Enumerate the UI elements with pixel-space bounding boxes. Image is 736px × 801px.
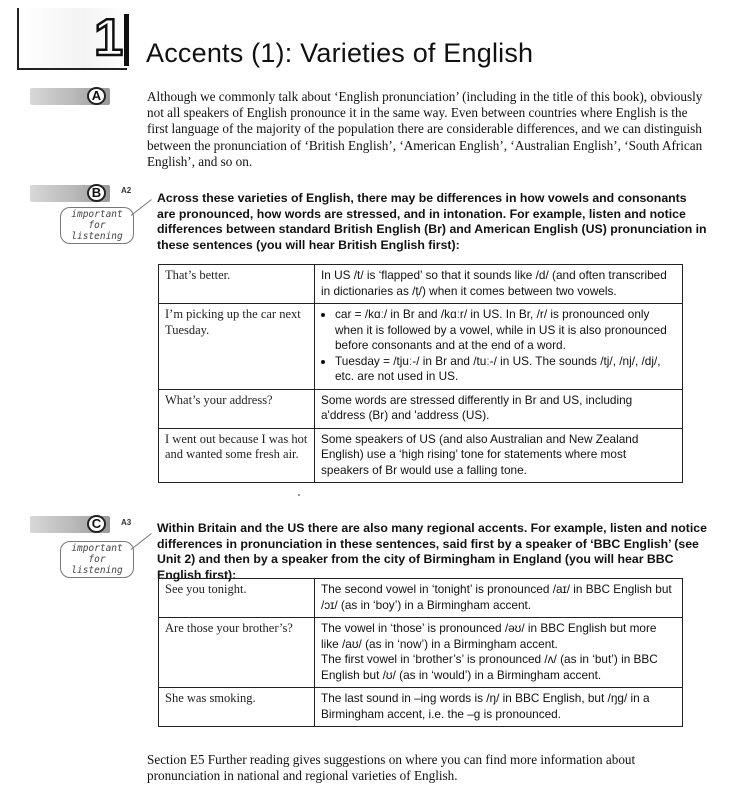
list-item: • Tuesday = /tjuː-/ in Br and /tuː-/ in US. The sounds /tj/, /nj/, /dj/, etc. are not used in US. xyxy=(335,354,676,385)
example-sentence: That’s better. xyxy=(159,265,315,304)
example-sentence: Are those your brother’s? xyxy=(159,618,315,688)
section-a-tab xyxy=(30,88,110,105)
section-a-letter: A xyxy=(87,87,106,105)
section-b-letter: B xyxy=(87,184,106,202)
note-connector-b xyxy=(131,199,152,216)
example-sentence: What’s your address? xyxy=(159,389,315,428)
audio-track-a2: A2 xyxy=(121,186,132,195)
example-explanation xyxy=(315,304,683,390)
important-note-b: important for listening xyxy=(60,207,134,244)
footer-note: Section E5 Further reading gives suggestions on where you can find more information about pronunciation in national and regional varieties of English. xyxy=(147,752,636,784)
bullet-list xyxy=(321,307,676,385)
section-b-table xyxy=(158,264,683,483)
example-sentence: She was smoking. xyxy=(159,688,315,727)
example-explanation: In US /t/ is ‘flapped’ so that it sounds like /d/ (and often transcribed in dictionaries as /ṭ/) when it comes between two vowels. xyxy=(315,265,683,304)
section-c-letter: C xyxy=(87,515,106,533)
explanation-line: The first vowel in ‘brother’s’ is pronounced /ʌ/ (as in ‘but’) in BBC English but /ʊ/ (as in ‘would’) in a Birmingham accent. xyxy=(321,652,658,682)
example-explanation: The last sound in –ing words is /ŋ/ in BBC English, but /ŋg/ in a Birmingham accent, i.e. the –g is pronounced. xyxy=(315,688,683,727)
example-explanation: Some words are stressed differently in Br and US, including a'ddress (Br) and 'address (US). xyxy=(315,389,683,428)
section-b-intro: Across these varieties of English, there may be differences in how vowels and consonants are pronounced, how words are stressed, and in intonation. For example, listen and notice differences between standard British English (Br) and American English (US) pronunciation in these sentences (you will hear British English first): xyxy=(157,191,707,252)
important-note-c: important for listening xyxy=(60,541,134,578)
section-a-text: Although we commonly talk about ‘English pronunciation’ (including in the title of this book), obviously not all speakers of English pronounce it in the same way. Even between countries where English is the first language of the majority of the population there are considerable differences, and we can distinguish between the pronunciation of ‘British English’, ‘American English’, ‘Australian English’, ‘South African English’, and so on. xyxy=(147,89,703,169)
table-row xyxy=(159,428,683,483)
example-explanation: Some speakers of US (and also Australian and New Zealand English) use a ‘high rising’ tone for statements where most speakers of Br would use a falling tone. xyxy=(315,428,683,483)
section-c-intro: Within Britain and the US there are also many regional accents. For example, listen and notice differences in pronunciation in these sentences, said first by a speaker of ‘BBC English’ (see Unit 2) and then by a speaker from the city of Birmingham in England (you will hear BBC English first): xyxy=(157,521,707,582)
page-title: Accents (1): Varieties of English xyxy=(146,38,534,68)
explanation-line: The vowel in ‘those’ is pronounced /əʊ/ in BBC English but more like /aʊ/ (as in ‘now’) in a Birmingham accent. xyxy=(321,621,657,651)
example-explanation: The second vowel in ‘tonight’ is pronounced /aɪ/ in BBC English but /ɔɪ/ (as in ‘boy’) in a Birmingham accent. xyxy=(315,579,683,618)
table-row xyxy=(159,389,683,428)
table-row xyxy=(159,265,683,304)
stray-dot xyxy=(298,494,300,496)
table-row xyxy=(159,304,683,390)
section-c-table xyxy=(158,578,683,727)
list-item: • car = /kɑː/ in Br and /kɑːr/ in US. In Br, /r/ is pronounced only when it is followed by a vowel, while in US it is also pronounced before consonants and at the end of a word. xyxy=(335,307,676,354)
example-sentence: See you tonight. xyxy=(159,579,315,618)
unit-box-bar xyxy=(124,14,129,66)
example-sentence: I’m picking up the car next Tuesday. xyxy=(159,304,315,390)
audio-track-a3: A3 xyxy=(121,518,132,527)
unit-number-box xyxy=(17,8,127,70)
example-sentence: I went out because I was hot and wanted some fresh air. xyxy=(159,428,315,483)
example-explanation xyxy=(315,618,683,688)
unit-number: 1 xyxy=(94,9,121,67)
note-connector-c xyxy=(131,533,152,550)
section-c-tab xyxy=(30,516,110,533)
table-row xyxy=(159,618,683,688)
table-row xyxy=(159,688,683,727)
table-row xyxy=(159,579,683,618)
section-b-tab xyxy=(30,185,110,202)
